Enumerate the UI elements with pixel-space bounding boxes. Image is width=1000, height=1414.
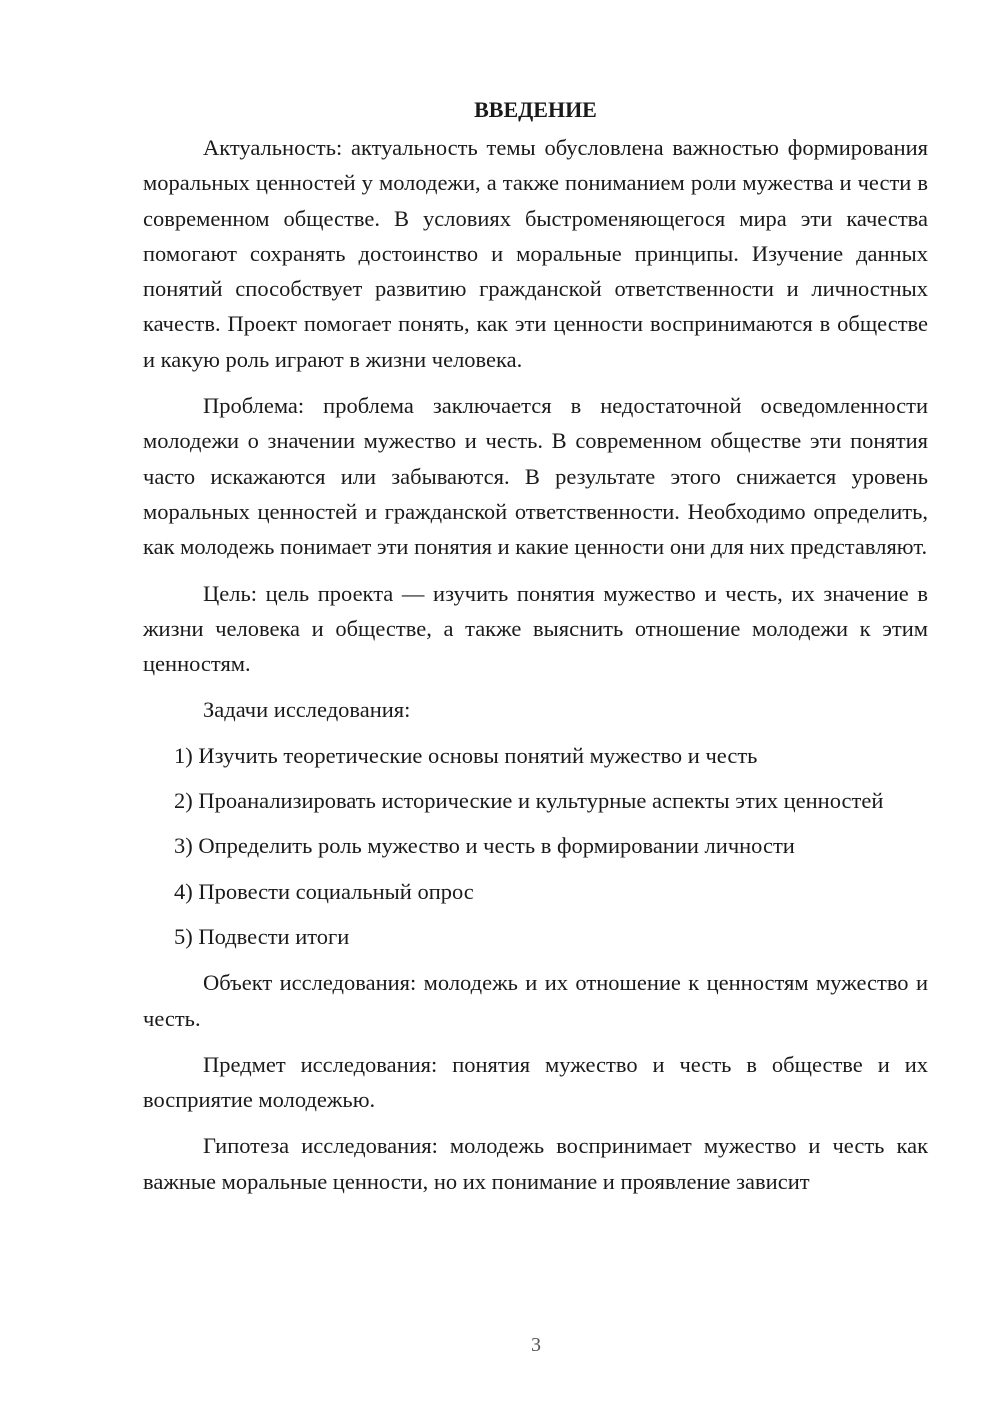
subject-paragraph: Предмет исследования: понятия мужество и честь в обществе и их восприятие молодежью. (143, 1051, 928, 1113)
task-item-2: 2) Проанализировать исторические и культурные аспекты этих ценностей (174, 788, 884, 814)
document-page (143, 92, 928, 1199)
page-number: 3 (531, 1334, 541, 1356)
hypothesis-paragraph: Гипотеза исследования: молодежь воспринимает мужество и честь как важные моральные ценности, но их понимание и проявление зависит (143, 1133, 928, 1194)
goal-paragraph: Цель: цель проекта — изучить понятия мужество и честь, их значение в жизни человека и обществе, а также выяснить отношение молодежи к этим ценностям. (143, 580, 928, 677)
task-item-3: 3) Определить роль мужество и честь в формировании личности (174, 833, 795, 859)
problem-paragraph: Проблема: проблема заключается в недостаточной осведомленности молодежи о значении мужество и честь. В современном обществе эти понятия часто искажаются или забываются. В результате этого снижается уровень моральных ценностей и гражданской ответственности. Необходимо определить, как молодежь понимает эти понятия и какие ценности они для них представляют. (143, 393, 928, 560)
task-item-1: 1) Изучить теоретические основы понятий мужество и честь (174, 742, 758, 768)
relevance-paragraph: Актуальность: актуальность темы обусловлена важностью формирования моральных ценностей у молодежи, а также пониманием роли мужества и чести в современном обществе. В условиях быстроменяющегося мира эти качества помогают сохранять достоинство и моральные принципы. Изучение данных понятий способствует развитию гражданской ответственности и личностных качеств. Проект помогает понять, как эти ценности воспринимаются в обществе и какую роль играют в жизни человека. (143, 135, 928, 372)
task-item-4: 4) Провести социальный опрос (174, 878, 474, 904)
section-heading: ВВЕДЕНИЕ (474, 97, 597, 122)
task-item-5: 5) Подвести итоги (174, 923, 350, 949)
object-paragraph: Объект исследования: молодежь и их отношение к ценностям мужество и честь. (143, 970, 928, 1031)
tasks-heading: Задачи исследования: (203, 697, 411, 723)
